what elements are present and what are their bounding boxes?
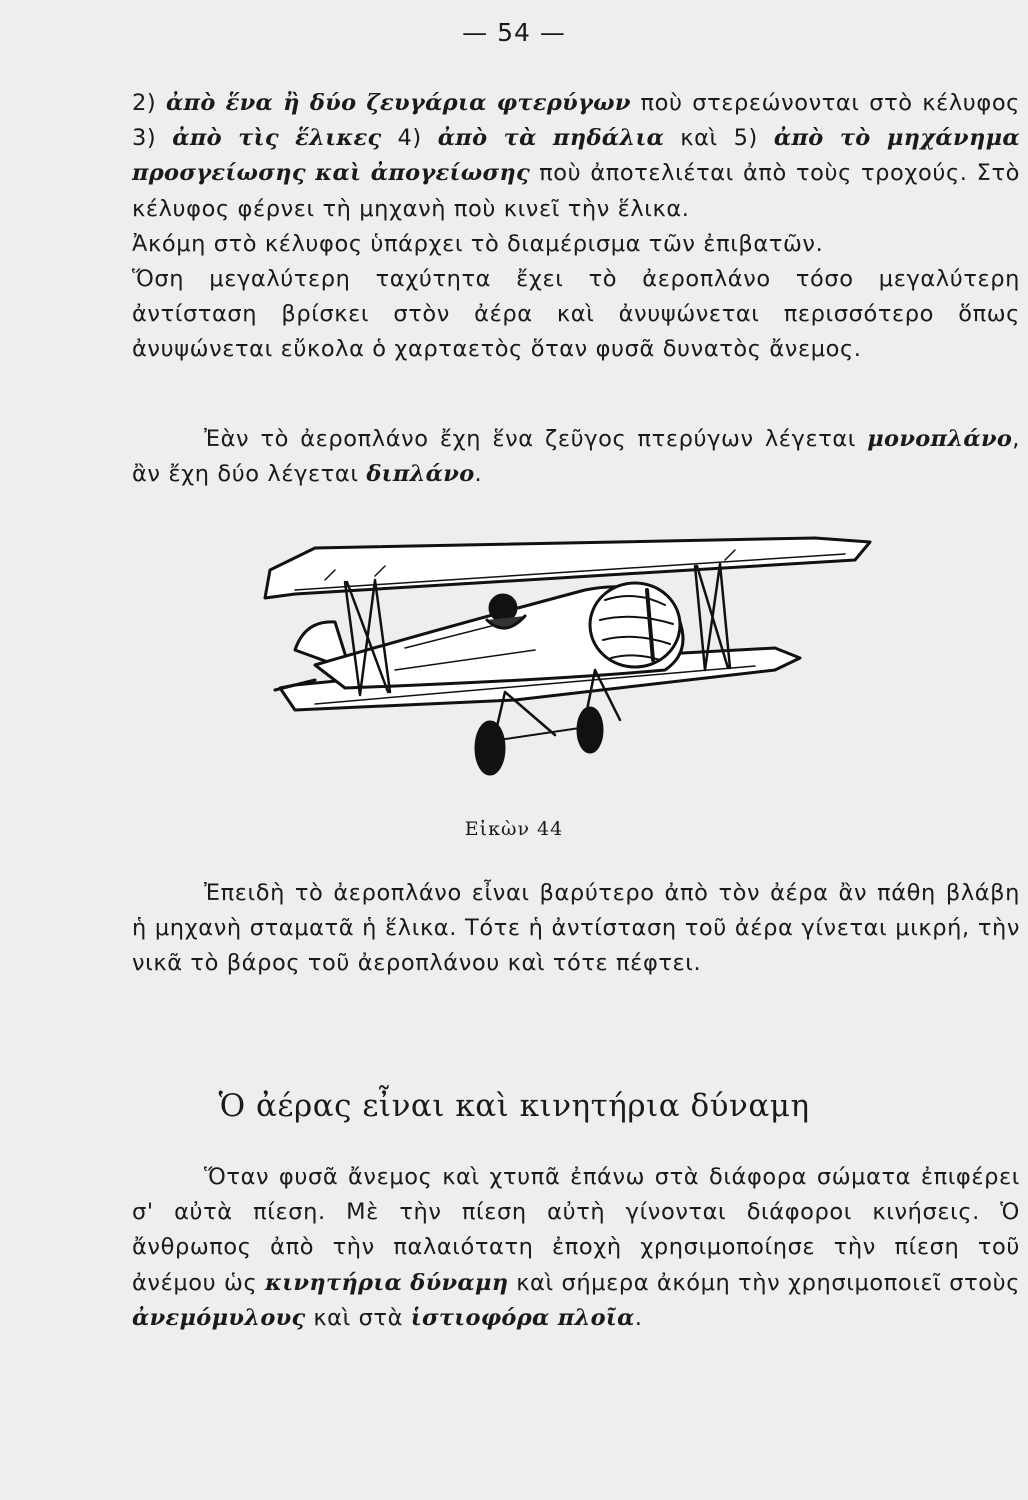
text-run: καὶ 5) bbox=[664, 125, 774, 152]
term-landing-gear: ἀπὸ τὸ μηχάνημα προσγείωσης καὶ ἀπογείωσης bbox=[132, 125, 1020, 187]
page-number: — 54 — bbox=[462, 18, 566, 47]
term-biplane: διπλάνο bbox=[366, 461, 475, 488]
term-rudders: ἀπὸ τὰ πηδάλια bbox=[437, 125, 665, 152]
term-wings: ἀπὸ ἕνα ἢ δύο ζευγάρια φτερύγων bbox=[165, 90, 631, 116]
text-block-wind-power bbox=[132, 1160, 1020, 1336]
text-block-top bbox=[132, 86, 1020, 368]
term-monoplane: μονοπλάνο bbox=[867, 426, 1013, 452]
text-run: 4) bbox=[381, 125, 438, 152]
figure-caption: Εἰκὼν 44 bbox=[464, 818, 564, 840]
term-motive-power: κινητήρια δύναμη bbox=[265, 1269, 509, 1296]
text-run: ποὺ στερεώνονται στὸ κέλυφος 3) bbox=[132, 90, 1020, 152]
text-block-failure bbox=[132, 876, 1020, 982]
section-heading: Ὁ ἀέρας εἶναι καὶ κινητήρια δύναμη bbox=[218, 1088, 810, 1124]
term-propellers: ἀπὸ τὶς ἕλικες bbox=[172, 125, 382, 152]
paragraph-airplane-parts bbox=[132, 86, 1020, 227]
text-run: καὶ σήμερα ἀκόμη τὴν χρησιμοποιεῖ στοὺς bbox=[508, 1269, 1021, 1296]
text-run: 2) bbox=[132, 90, 166, 116]
text-run: καὶ στὰ bbox=[305, 1304, 411, 1331]
text-run: ποὺ ἀποτελιέται ἀπὸ τοὺς τροχούς. Στὸ κέλυφος φέρνει τὴ μηχανὴ ποὺ κινεῖ τὴν ἕλικα. bbox=[132, 160, 1020, 222]
text-run: . bbox=[634, 1304, 643, 1331]
paragraph-wind-power bbox=[132, 1160, 1020, 1336]
biplane-illustration-icon bbox=[255, 520, 875, 795]
text-block-mono-bi bbox=[132, 422, 1020, 492]
paragraph-passenger-compartment: Ἀκόμη στὸ κέλυφος ὑπάρχει τὸ διαμέρισμα τῶν ἐπιβατῶν. bbox=[132, 230, 824, 257]
text-run: Ἐὰν τὸ ἀεροπλάνο ἔχη ἕνα ζεῦγος πτερύγων λέγεται bbox=[204, 426, 868, 452]
text-run: Ὅταν φυσᾶ ἄνεμος καὶ χτυπᾶ ἐπάνω στὰ διάφορα σώματα ἐπιφέρει σ' αὐτὰ πίεση. Μὲ τὴν πίεση αὐτὴ γίνονται διάφοροι κινήσεις. Ὁ ἄνθρωπος ἀπὸ τὴν παλαιότατη ἐποχὴ χρησιμοποίησε τὴν πίεση τοῦ ἀνέμου ὡς bbox=[132, 1164, 1020, 1296]
paragraph-speed-resistance: Ὅση μεγαλύτερη ταχύτητα ἔχει τὸ ἀεροπλάνο τόσο μεγαλύτερη ἀντίσταση βρίσκει στὸν ἀέρα καὶ ἀνυψώνεται περισσότερο ὅπως ἀνυψώνεται εὔκολα ὁ χαρταετὸς ὅταν φυσᾶ δυνατὸς ἄνεμος. bbox=[132, 266, 1020, 363]
term-windmills: ἀνεμόμυλους bbox=[132, 1304, 306, 1331]
paragraph-engine-failure: Ἐπειδὴ τὸ ἀεροπλάνο εἶναι βαρύτερο ἀπὸ τὸν ἀέρα ἂν πάθη βλάβη ἡ μηχανὴ σταματᾶ ἡ ἕλικα. Τότε ἡ ἀντίσταση τοῦ ἀέρα γίνεται μικρή, τὴν νικᾶ τὸ βάρος τοῦ ἀεροπλάνου καὶ τότε πέφτει. bbox=[132, 880, 1020, 977]
text-run: . bbox=[474, 461, 483, 488]
paragraph-monoplane-biplane bbox=[132, 422, 1020, 492]
text-run: , ἂν ἔχη δύο λέγεται bbox=[132, 426, 1020, 488]
biplane-figure bbox=[255, 520, 875, 795]
term-sailing-ships: ἱστιοφόρα πλοῖα bbox=[410, 1304, 635, 1331]
